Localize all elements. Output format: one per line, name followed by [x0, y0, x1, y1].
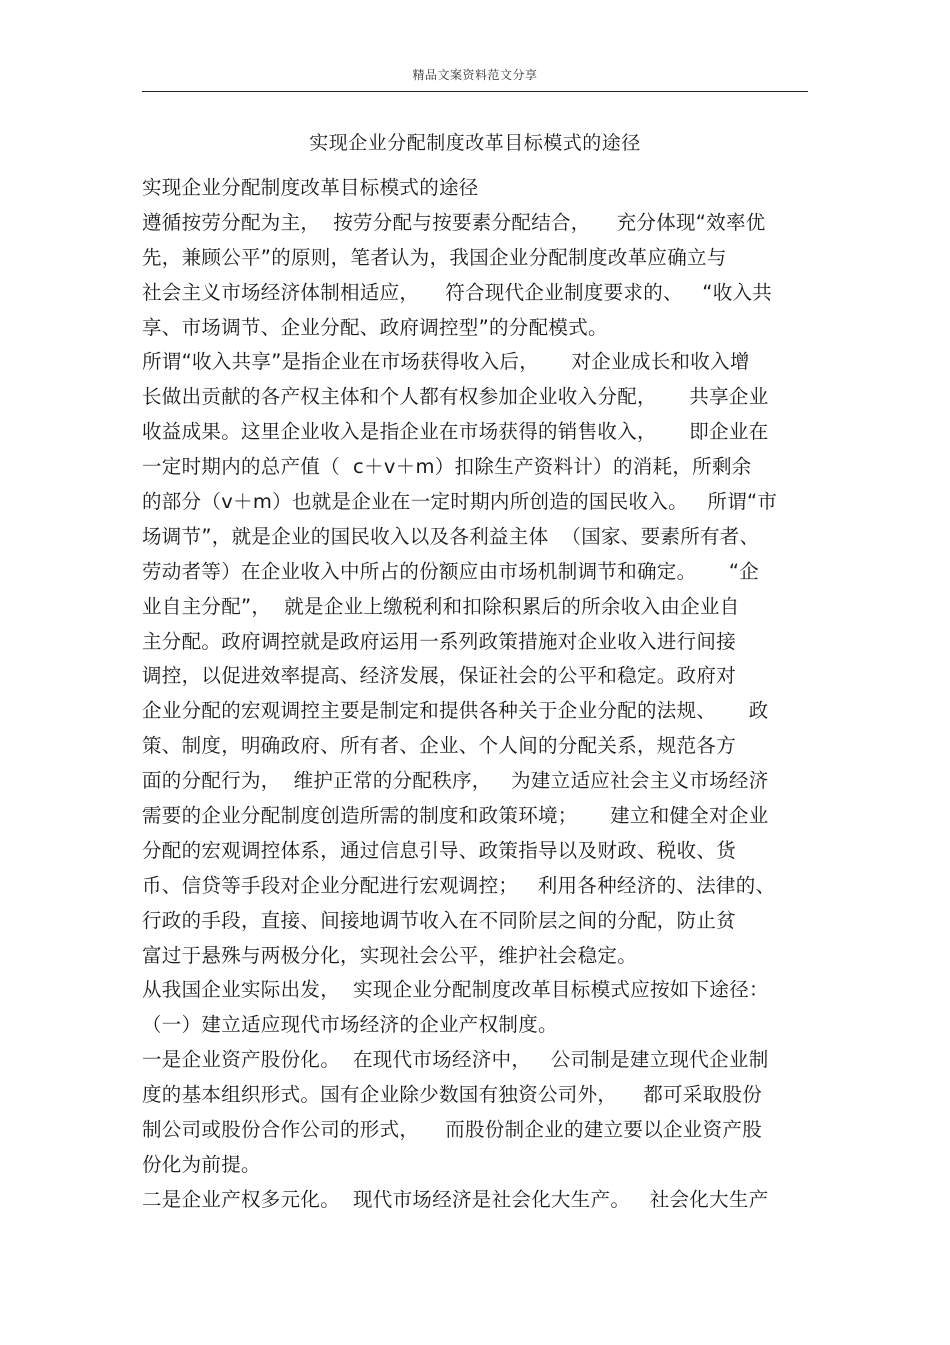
text-line: 遵循按劳分配为主， 按劳分配与按要素分配结合， 充分体现“效率优: [142, 210, 766, 234]
text-line: 主分配。政府调控就是政府运用一系列政策措施对企业收入进行间接: [142, 629, 737, 653]
text-line: 所谓“收入共享”是指企业在市场获得收入后， 对企业成长和收入增: [142, 350, 750, 374]
text-line: 一是企业资产股份化。 在现代市场经济中， 公司制是建立现代企业制: [142, 1048, 769, 1072]
text-line: 劳动者等）在企业收入中所占的份额应由市场机制调节和确定。 “企: [142, 559, 760, 583]
document-body: [142, 171, 812, 1218]
text-line: 实现企业分配制度改革目标模式的途径: [142, 176, 479, 199]
text-line: （一）建立适应现代市场经济的企业产权制度。: [142, 1013, 558, 1037]
text-line: 收益成果。这里企业收入是指企业在市场获得的销售收入， 即企业在: [142, 420, 769, 444]
text-line: 制公司或股份合作公司的形式， 而股份制企业的建立要以企业资产股: [142, 1118, 762, 1142]
text-line: 份化为前提。: [142, 1152, 261, 1176]
text-line: 面的分配行为， 维护正常的分配秩序， 为建立适应社会主义市场经济: [142, 769, 769, 793]
text-line: 富过于悬殊与两极分化，实现社会公平，维护社会稳定。: [142, 943, 638, 967]
text-line: 调控，以促进效率提高、经济发展，保证社会的公平和稳定。政府对: [142, 664, 737, 688]
text-line: 场调节”，就是企业的国民收入以及各利益主体 （国家、要素所有者、: [142, 524, 760, 548]
document-title: 实现企业分配制度改革目标模式的途径: [309, 132, 641, 154]
text-line: 的部分（v＋m）也就是企业在一定时期内所创造的国民收入。 所谓“市: [142, 490, 778, 514]
text-line: 度的基本组织形式。国有企业除少数国有独资公司外， 都可采取股份: [142, 1083, 762, 1107]
header-divider: [142, 91, 808, 92]
text-line: 享、市场调节、企业分配、政府调控型”的分配模式。: [142, 315, 608, 339]
text-line: 长做出贡献的各产权主体和个人都有权参加企业收入分配， 共享企业: [142, 385, 769, 409]
text-line: 社会主义市场经济体制相适应， 符合现代企业制度要求的、 “收入共: [142, 280, 773, 304]
text-line: 二是企业产权多元化。 现代市场经济是社会化大生产。 社会化大生产: [142, 1187, 769, 1211]
text-line: 行政的手段，直接、间接地调节收入在不同阶层之间的分配，防止贫: [142, 908, 737, 932]
text-line: 策、制度，明确政府、所有者、企业、个人间的分配关系，规范各方: [142, 734, 737, 758]
text-line: 企业分配的宏观调控主要是制定和提供各种关于企业分配的法规、 政: [142, 699, 769, 723]
text-line: 从我国企业实际出发， 实现企业分配制度改革目标模式应按如下途径：: [142, 978, 769, 1002]
text-line: 先，兼顾公平”的原则，笔者认为，我国企业分配制度改革应确立与: [142, 245, 727, 269]
text-line: 一定时期内的总产值（ c＋v＋m）扣除生产资料计）的消耗，所剩余: [142, 455, 752, 479]
text-line: 币、信贷等手段对企业分配进行宏观调控； 利用各种经济的、法律的、: [142, 873, 776, 897]
text-line: 分配的宏观调控体系，通过信息引导、政策指导以及财政、税收、货: [142, 838, 737, 862]
running-header: 精品文案资料范文分享: [412, 68, 538, 82]
text-line: 业自主分配”， 就是企业上缴税利和扣除积累后的所余收入由企业自: [142, 594, 740, 618]
text-line: 需要的企业分配制度创造所需的制度和政策环境； 建立和健全对企业: [142, 804, 769, 828]
